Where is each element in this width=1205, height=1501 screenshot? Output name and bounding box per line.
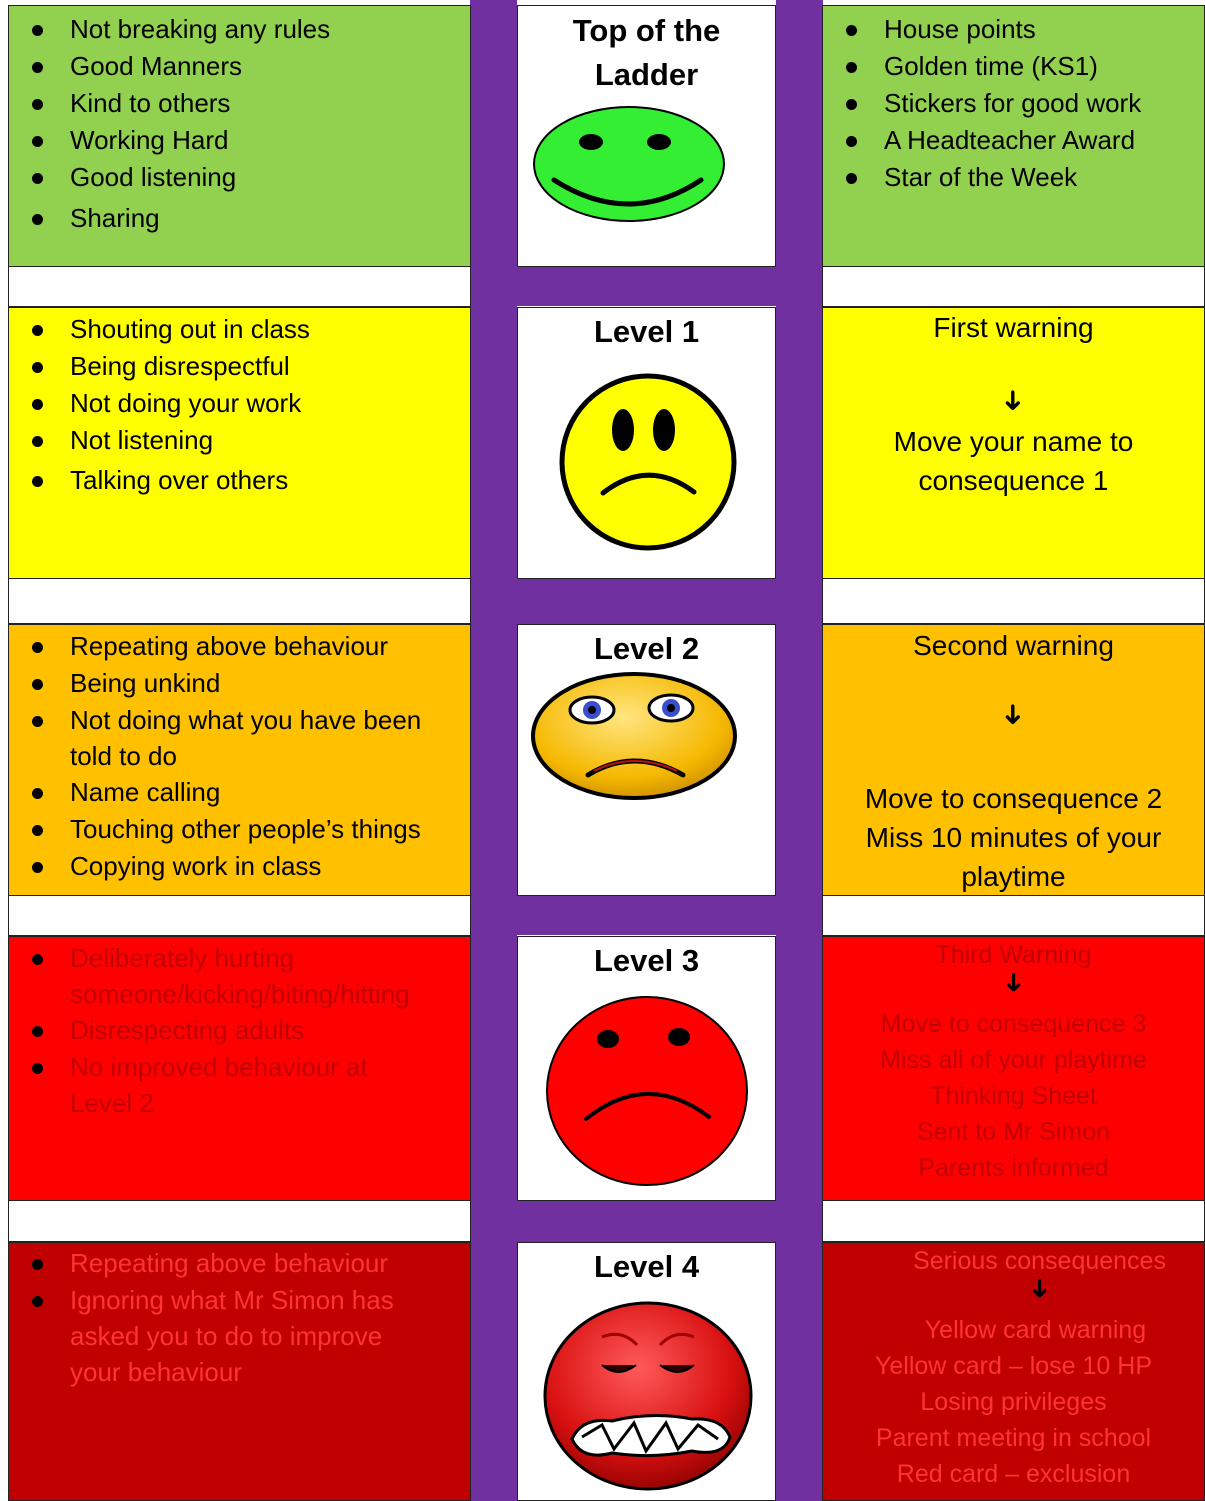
list-item: Not breaking any rules [9, 11, 470, 48]
level-title: Level 1 [593, 314, 700, 349]
row-gap [8, 266, 471, 307]
arrow-down-icon: ➜ [998, 971, 1029, 994]
list-item: Shouting out in class [9, 311, 470, 348]
consequence-line: Red card – exclusion [896, 1460, 1131, 1488]
consequence-line: Miss all of your playtime [880, 1046, 1147, 1074]
level-cell-1 [517, 307, 776, 579]
list-item: Good Manners [9, 48, 470, 85]
ladder-rung [517, 578, 776, 624]
reward-cell-top [822, 5, 1205, 267]
level-cell-4 [517, 1242, 776, 1501]
consequence-line: Yellow card – lose 10 HP [874, 1352, 1152, 1380]
consequence-line: Losing privileges [920, 1388, 1107, 1416]
list-item: Sharing [9, 200, 470, 237]
level-cell-2 [517, 624, 776, 896]
list-item: Repeating above behaviour [9, 628, 470, 665]
list-item: Stickers for good work [823, 85, 1204, 122]
behaviour-list [9, 940, 470, 1121]
ladder-left-rail [470, 0, 517, 1501]
worried-face-icon [530, 670, 738, 810]
list-item: Ignoring what Mr Simon has asked you to do to improve your behaviour [9, 1282, 400, 1390]
warning-label: Second warning [913, 630, 1114, 661]
consequence-line: consequence 1 [918, 465, 1109, 496]
consequence-cell-level3 [822, 936, 1205, 1201]
row-gap [8, 1200, 471, 1242]
behaviour-cell-top [8, 5, 471, 267]
list-item: Copying work in class [9, 848, 470, 885]
list-item: Not listening [9, 422, 470, 459]
consequence-line: playtime [961, 861, 1066, 892]
consequence-line: Move to consequence 3 [880, 1010, 1147, 1038]
ladder-rung [517, 895, 776, 935]
list-item: House points [823, 11, 1204, 48]
level-cell-3 [517, 936, 776, 1201]
consequence-line: Move your name to [893, 426, 1134, 457]
consequence-line: Yellow card warning [924, 1316, 1147, 1344]
consequence-line: Thinking Sheet [930, 1082, 1097, 1110]
list-item: Working Hard [9, 122, 470, 159]
level-title: Level 4 [593, 1249, 700, 1284]
consequence-line: Parent meeting in school [875, 1424, 1152, 1452]
behaviour-cell-level1 [8, 307, 471, 579]
arrow-down-icon: ➜ [1024, 1277, 1055, 1300]
consequence-cell-level2 [822, 624, 1205, 896]
level-title-line1: Top of the [572, 13, 721, 48]
behaviour-list [9, 11, 470, 237]
list-item: Golden time (KS1) [823, 48, 1204, 85]
consequence-line: Sent to Mr Simon [916, 1118, 1111, 1146]
consequence-cell-level4 [822, 1242, 1205, 1501]
behaviour-cell-level2 [8, 624, 471, 896]
list-item: Not doing what you have been told to do [9, 702, 460, 774]
ladder-right-rail [776, 0, 823, 1501]
row-gap [8, 578, 471, 624]
sad-face-icon [556, 370, 740, 554]
list-item: Good listening [9, 159, 470, 196]
list-item: Repeating above behaviour [9, 1245, 470, 1282]
warning-label: Serious consequences [913, 1247, 1166, 1275]
list-item: No improved behaviour at Level 2 [9, 1049, 410, 1121]
list-item: Not doing your work [9, 385, 470, 422]
list-item: Touching other people’s things [9, 811, 470, 848]
row-gap [822, 578, 1205, 624]
level-title: Level 2 [593, 631, 700, 666]
arrow-down-icon: ➜ [998, 388, 1029, 413]
behaviour-list [9, 628, 470, 885]
ladder-rung [517, 266, 776, 306]
list-item: Being disrespectful [9, 348, 470, 385]
warning-label: Third Warning [935, 941, 1092, 969]
row-gap [822, 1200, 1205, 1242]
row-gap [822, 266, 1205, 307]
behaviour-cell-level4 [8, 1242, 471, 1501]
list-item: Star of the Week [823, 159, 1204, 196]
reward-list [823, 11, 1204, 196]
red-sad-face-icon [544, 993, 750, 1189]
behaviour-list [9, 311, 470, 499]
list-item: Disrespecting adults [9, 1012, 470, 1049]
consequence-line: Move to consequence 2 [864, 783, 1163, 814]
arrow-down-icon: ➜ [998, 702, 1029, 727]
list-item: A Headteacher Award [823, 122, 1204, 159]
list-item: Deliberately hurting someone/kicking/biting/hitting [9, 940, 470, 1012]
list-item: Being unkind [9, 665, 470, 702]
ladder-rung [517, 1200, 776, 1242]
consequence-line: Parents informed [918, 1154, 1109, 1182]
level-title-line2: Ladder [594, 57, 699, 92]
row-gap [8, 895, 471, 936]
warning-label: First warning [933, 312, 1094, 343]
level-cell-top [517, 5, 776, 267]
row-gap [822, 895, 1205, 936]
angry-face-icon [542, 1299, 756, 1493]
consequence-line: Miss 10 minutes of your [865, 822, 1162, 853]
list-item: Kind to others [9, 85, 470, 122]
behaviour-list [9, 1245, 470, 1390]
happy-face-icon [530, 106, 730, 246]
list-item: Name calling [9, 774, 470, 811]
behaviour-cell-level3 [8, 936, 471, 1201]
list-item: Talking over others [9, 462, 470, 499]
level-title: Level 3 [593, 943, 700, 978]
consequence-cell-level1 [822, 307, 1205, 579]
